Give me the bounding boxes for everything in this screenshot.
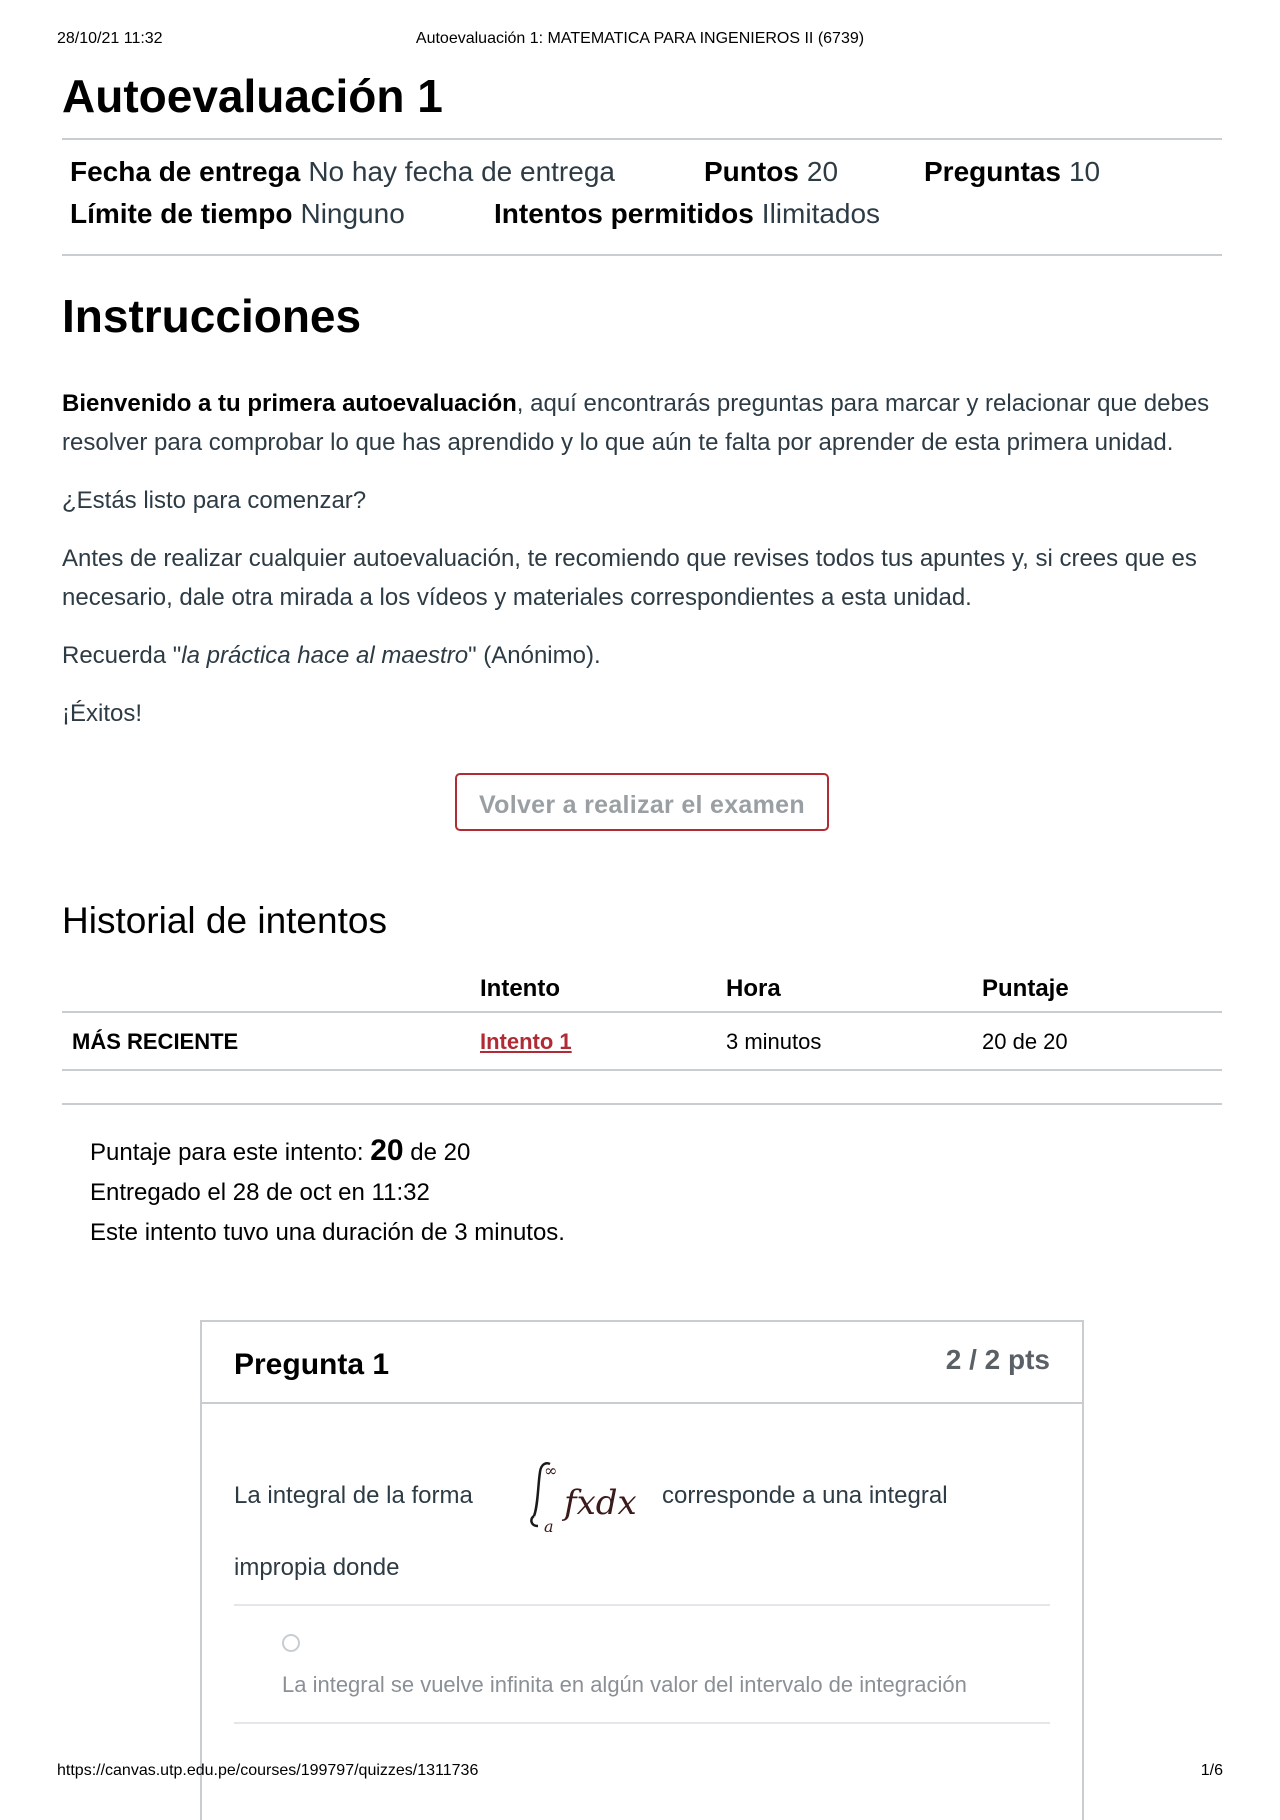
answer-divider	[234, 1722, 1050, 1724]
points	[704, 156, 838, 188]
column-header: Intento	[480, 975, 726, 1012]
formula-lower-limit: a	[544, 1517, 554, 1536]
quote-italic: la práctica hace al maestro	[181, 642, 469, 669]
column-header: Puntaje	[982, 975, 1222, 1012]
history-title: Historial de intentos	[62, 900, 387, 941]
instructions-bold-text: Bienvenido a tu primera autoevaluación	[62, 390, 517, 417]
quiz-content	[62, 66, 1222, 1253]
questions-value: 10	[1068, 156, 1101, 187]
retake-wrap	[62, 773, 1222, 835]
column-header	[62, 975, 480, 1012]
question-card	[200, 1320, 1084, 1820]
print-datetime: 28/10/21 11:32	[57, 30, 163, 47]
points-label: Puntos	[704, 156, 799, 187]
page-title: Autoevaluación 1	[62, 70, 443, 122]
allowed-attempts	[494, 198, 880, 230]
time-limit	[70, 198, 405, 230]
print-url: https://canvas.utp.edu.pe/courses/199797/quizzes/1311736	[57, 1762, 479, 1779]
question-text	[234, 1404, 1050, 1604]
question-points: 2 / 2 pts	[945, 1344, 1050, 1375]
attempt-summary	[62, 1131, 1222, 1253]
allowed-attempts-value: Ilimitados	[761, 198, 881, 229]
print-page-number: 1/6	[1200, 1762, 1223, 1779]
questions-label: Preguntas	[924, 156, 1061, 187]
column-header: Hora	[726, 975, 982, 1012]
attempt-score	[90, 1131, 1222, 1173]
score-value: 20	[370, 1134, 404, 1167]
question-text-part: impropia donde	[234, 1554, 400, 1581]
question-name: Pregunta 1	[234, 1348, 390, 1381]
instructions-paragraph	[62, 384, 1222, 462]
attempt-submitted: Entregado el 28 de oct en 11:32	[90, 1179, 430, 1206]
divider	[62, 254, 1222, 256]
instructions-body	[62, 384, 1222, 733]
print-header	[57, 30, 1223, 52]
questions	[924, 156, 1100, 188]
attempt-link[interactable]: Intento 1	[480, 1029, 572, 1054]
instructions-paragraph	[62, 636, 1222, 675]
attempt-duration: Este intento tuvo una duración de 3 minutos.	[90, 1219, 565, 1246]
time-limit-value: Ninguno	[300, 198, 405, 229]
instructions-text: , aquí encontrarás preguntas para marcar y relacionar que debes resolver para comprobar lo que has aprendido y lo que aún te falta por aprender de esta primera unidad.	[62, 390, 1210, 456]
retake-quiz-button[interactable]: Volver a realizar el examen	[455, 773, 829, 831]
attempt-cell	[480, 1012, 726, 1070]
due-date-value: No hay fecha de entrega	[308, 156, 615, 187]
answer-text: La integral se vuelve infinita en algún valor del intervalo de integración	[282, 1672, 967, 1697]
time-limit-label: Límite de tiempo	[70, 198, 293, 229]
quote-close: " (Anónimo).	[468, 642, 601, 669]
question-body	[202, 1404, 1082, 1724]
instructions-paragraph: ¡Éxitos!	[62, 700, 143, 727]
allowed-attempts-label: Intentos permitidos	[494, 198, 754, 229]
points-value: 20	[806, 156, 839, 187]
due-date	[70, 156, 615, 188]
question-header	[202, 1322, 1082, 1404]
table-row	[62, 1012, 1222, 1070]
instructions-title: Instrucciones	[62, 290, 362, 342]
divider	[62, 1103, 1222, 1105]
formula-integrand: fxdx	[564, 1483, 637, 1523]
score-cell: 20 de 20	[982, 1012, 1222, 1070]
answer-radio[interactable]	[282, 1634, 300, 1652]
score-prefix: Puntaje para este intento:	[90, 1139, 371, 1166]
instructions-paragraph: ¿Estás listo para comenzar?	[62, 487, 367, 514]
question-text-part: corresponde a una integral	[662, 1482, 948, 1509]
time-cell: 3 minutos	[726, 1012, 982, 1070]
answer-option[interactable]	[234, 1606, 1050, 1722]
print-footer	[57, 1762, 1223, 1784]
instructions-paragraph: Antes de realizar cualquier autoevaluación, te recomiendo que revises todos tus apuntes y, si crees que es necesario, dale otra mirada a los vídeos y materiales correspondientes a esta unidad.	[62, 545, 1197, 611]
row-label: MÁS RECIENTE	[62, 1012, 480, 1070]
attempt-history-table	[62, 975, 1222, 1071]
formula-upper-limit: ∞	[544, 1461, 558, 1480]
quiz-meta	[62, 140, 1222, 254]
table-header-row	[62, 975, 1222, 1012]
integral-formula	[516, 1456, 646, 1536]
score-suffix: de 20	[403, 1139, 471, 1166]
question-text-part: La integral de la forma	[234, 1482, 473, 1509]
due-date-label: Fecha de entrega	[70, 156, 301, 187]
print-title: Autoevaluación 1: MATEMATICA PARA INGENIEROS II (6739)	[415, 30, 865, 47]
quote-open: Recuerda "	[62, 642, 182, 669]
